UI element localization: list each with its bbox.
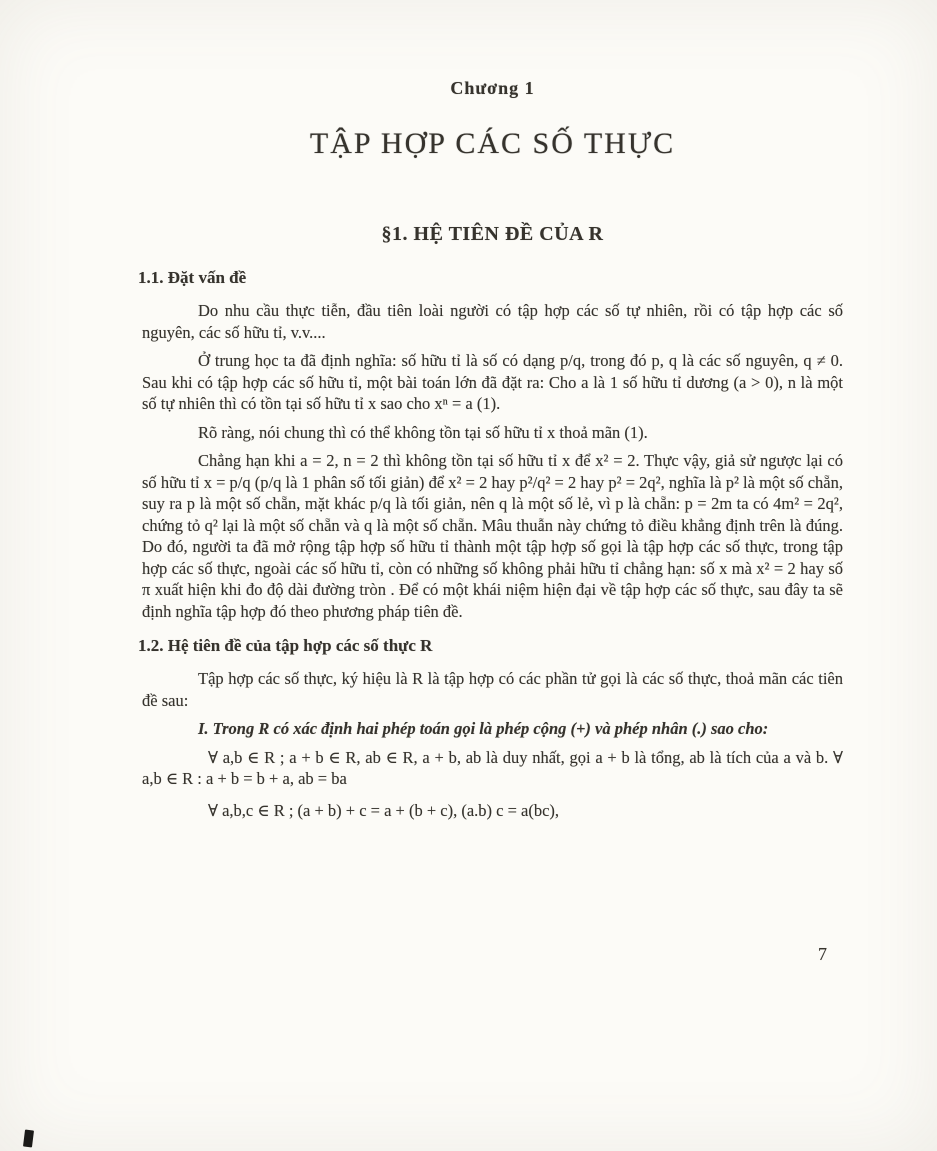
paragraph-axiom-formula-1: ∀ a,b ∈ R ; a + b ∈ R, ab ∈ R, a + b, ab là duy nhất, gọi a + b là tổng, ab là tích của a và b. ∀ a,b ∈ R : a + b = b + a, ab = ba (142, 747, 843, 788)
section-heading: §1. HỆ TIÊN ĐỀ CỦA R (381, 223, 604, 245)
chapter-label: Chương 1 (450, 78, 535, 98)
chapter-title: TẬP HỢP CÁC SỐ THỰC (309, 127, 676, 160)
subsection-1-2-heading: 1.2. Hệ tiên đề của tập hợp các số thực R (138, 636, 433, 655)
page-number: 7 (818, 944, 827, 964)
scan-artifact-mark (23, 1130, 34, 1148)
paragraph-axiom-1: I. Trong R có xác định hai phép toán gọi là phép cộng (+) và phép nhân (.) sao cho: (198, 719, 769, 738)
paragraph-r-definition: Tập hợp các số thực, ký hiệu là R là tập hợp có các phần tử gọi là các số thực, thoả mãn các tiên đề sau: (142, 669, 843, 710)
paragraph-definition: Ở trung học ta đã định nghĩa: số hữu tỉ là số có dạng p/q, trong đó p, q là các số nguyên, q ≠ 0. Sau khi có tập hợp các số hữu tỉ, một bài toán lớn đã đặt ra: Cho a là 1 số hữu tỉ dương (a > 0), n là một số tự nhiên thì có tồn tại số hữu tỉ x sao cho xⁿ = a (1). (142, 351, 843, 413)
subsection-1-1-heading: 1.1. Đặt vấn đề (138, 268, 247, 287)
paragraph-proof: Chẳng hạn khi a = 2, n = 2 thì không tồn tại số hữu tỉ x để x² = 2. Thực vậy, giả sử ngược lại có số hữu tỉ x = p/q (p/q là 1 phân số tối giản) để x² = 2 hay p²/q² = 2 hay p² = 2q², nghĩa là p² là một số chẵn, suy ra p là một số chẵn, mặt khác p/q là tối giản, nên q là một số lẻ, vì p là chẵn: p = 2m ta có 4m² = 2q², chứng tỏ q² lại là một số chẵn và q là một số chẵn. Mâu thuẫn này chứng tỏ điều khẳng định trên là đúng. Do đó, người ta đã mở rộng tập hợp số hữu tỉ thành một tập hợp số gọi là tập hợp các số thực, trong tập hợp các số thực, ngoài các số hữu tỉ, còn có những số không phải hữu tỉ chẳng hạn: số x mà x² = 2 hay số π xuất hiện khi đo độ dài đường tròn . Để có một khái niệm hiện đại về tập hợp các số thực, sau đây ta sẽ định nghĩa tập hợp đó theo phương pháp tiên đề. (142, 451, 843, 621)
paragraph-remark: Rõ ràng, nói chung thì có thể không tồn tại số hữu tỉ x thoả mãn (1). (198, 422, 648, 442)
paragraph-intro: Do nhu cầu thực tiễn, đầu tiên loài người có tập hợp các số tự nhiên, rồi có tập hợp các số nguyên, các số hữu tỉ, v.v.... (142, 301, 843, 342)
paragraph-axiom-formula-2: ∀ a,b,c ∈ R ; (a + b) + c = a + (b + c), (a.b) c = a(bc), (208, 800, 560, 820)
